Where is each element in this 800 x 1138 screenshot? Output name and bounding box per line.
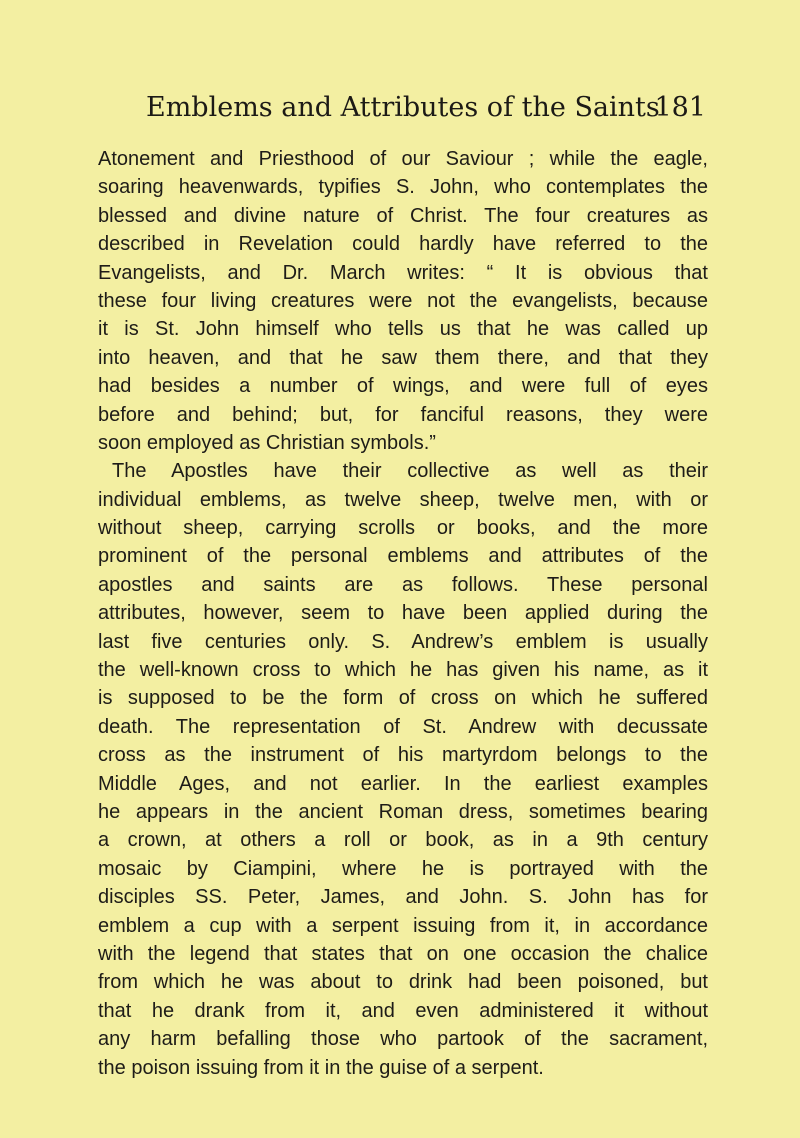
running-head bbox=[146, 92, 706, 132]
text-line: these four living creatures were not the evangelists, because bbox=[98, 289, 708, 312]
text-line: the well-known cross to which he has given his name, as it bbox=[98, 659, 708, 682]
text-line: any harm befalling those who partook of the sacrament, bbox=[98, 1028, 708, 1051]
body-text bbox=[98, 145, 708, 1082]
text-line: soaring heavenwards, typifies S. John, who contemplates the bbox=[98, 176, 708, 199]
text-line: cross as the instrument of his martyrdom belongs to the bbox=[98, 744, 708, 767]
text-line: that he drank from it, and even administered it without bbox=[98, 999, 708, 1022]
text-line: death. The representation of St. Andrew with decussate bbox=[98, 715, 708, 738]
text-line: described in Revelation could hardly have referred to the bbox=[98, 233, 708, 256]
text-line: last five centuries only. S. Andrew’s emblem is usually bbox=[98, 630, 708, 653]
text-line: blessed and divine nature of Christ. The four creatures as bbox=[98, 204, 708, 227]
text-line: is supposed to be the form of cross on which he suffered bbox=[98, 687, 708, 710]
text-line: he appears in the ancient Roman dress, sometimes bearing bbox=[98, 800, 708, 823]
text-line: Middle Ages, and not earlier. In the earliest examples bbox=[98, 772, 708, 795]
text-line: the poison issuing from it in the guise of a serpent. bbox=[98, 1056, 544, 1079]
text-line: soon employed as Christian symbols.” bbox=[98, 431, 436, 454]
running-head-title: Emblems and Attributes of the Saints bbox=[146, 92, 660, 123]
text-line: prominent of the personal emblems and attributes of the bbox=[98, 545, 708, 568]
text-line: mosaic by Ciampini, where he is portrayed with the bbox=[98, 857, 708, 880]
text-line: without sheep, carrying scrolls or books, and the more bbox=[98, 517, 708, 540]
text-line: it is St. John himself who tells us that he was called up bbox=[98, 318, 708, 341]
text-line: had besides a number of wings, and were full of eyes bbox=[98, 375, 708, 398]
text-line: a crown, at others a roll or book, as in a 9th century bbox=[98, 829, 708, 852]
page-number: 181 bbox=[654, 92, 706, 123]
text-line: apostles and saints are as follows. These personal bbox=[98, 573, 708, 596]
text-line: The Apostles have their collective as well as their bbox=[112, 460, 708, 483]
text-line: attributes, however, seem to have been applied during the bbox=[98, 602, 708, 625]
text-line: individual emblems, as twelve sheep, twelve men, with or bbox=[98, 488, 708, 511]
text-line: with the legend that states that on one occasion the chalice bbox=[98, 942, 708, 965]
text-line: Evangelists, and Dr. March writes: “ It is obvious that bbox=[98, 261, 708, 284]
text-line: disciples SS. Peter, James, and John. S. John has for bbox=[98, 886, 708, 909]
text-line: into heaven, and that he saw them there, and that they bbox=[98, 346, 708, 369]
text-line: from which he was about to drink had been poisoned, but bbox=[98, 971, 708, 994]
text-line: before and behind; but, for fanciful reasons, they were bbox=[98, 403, 708, 426]
text-line: Atonement and Priesthood of our Saviour ; while the eagle, bbox=[98, 148, 708, 170]
text-line: emblem a cup with a serpent issuing from it, in accordance bbox=[98, 914, 708, 937]
